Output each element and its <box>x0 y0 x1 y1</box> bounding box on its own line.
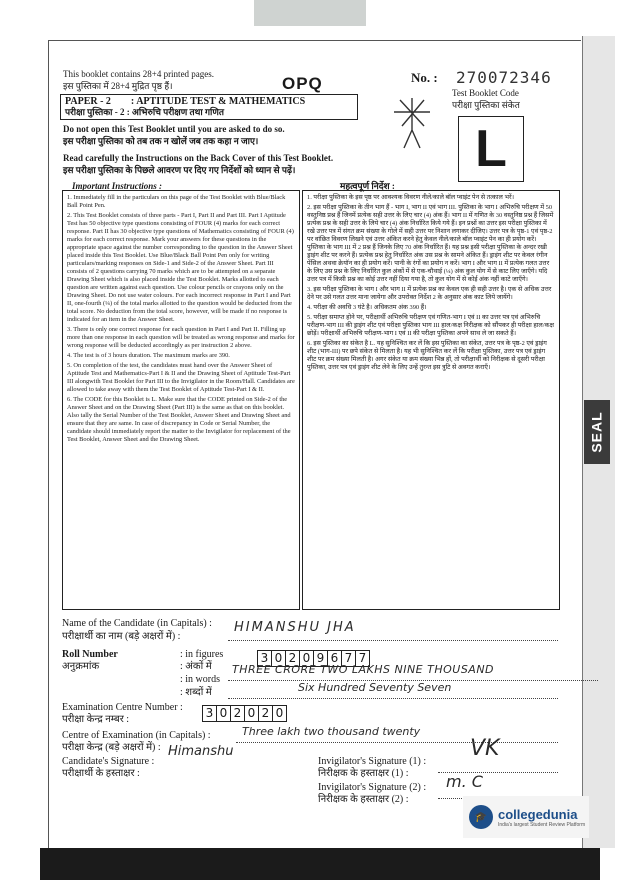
invigilator-2-label-en: Invigilator's Signature (2) : <box>318 782 427 793</box>
instruction-hi-3: 3. इस परीक्षा पुस्तिका के भाग I और भाग II में प्रत्येक प्रश्न का केवल एक ही सही उत्तर है। एक से अधिक उत्तर देने पर उसे गलत उत्तर माना जायेगा और उपरोक्त निर्देश 2 के अनुसार अंक काट लिये जायेंगे। <box>307 286 552 301</box>
roll-digit-box: 9 <box>313 650 328 667</box>
instruction-hi-6: 6. इस पुस्तिका का संकेत है L. यह सुनिश्चित कर लें कि इस पुस्तिका का संकेत, उत्तर पत्र के पृष्ठ-2 एवं ड्राइंग शीट (भाग-III) पर छपे संकेत से मिलता है। यह भी सुनिश्चित कर लें कि परीक्षा पुस्तिका, उत्तर पत्र एवं ड्राइंग शीट पर क्रम संख्या मिलती है। अगर संकेत या क्रम संख्या भिन्न हों, तो परीक्षार्थी को निरीक्षक से दूसरी परीक्षा पुस्तिका, उत्तर पत्र एवं ड्राइंग शीट लेने के लिए उन्हें तुरन्त इस त्रुटि से अवगत कराएँ। <box>307 340 547 371</box>
roll-words-field-line2[interactable] <box>228 681 558 699</box>
centre-digit-box: 2 <box>230 705 245 722</box>
instruction-en-2: 2. This Test Booklet consists of three parts - Part I, Part II and Part III. Part I Aptitude Test has 50 objective type questions consisting of FOUR (4) marks for each correct response. Part II has 30 objective type questions of Mathematics consisting of FOUR (4) marks for each correct response. Mark your answers for these questions in the appropriate space against the number corresponding to the question in the Answer Sheet placed inside this Test Booklet. Use Blue/Black Ball Point Pen only for writing particulars/marking responses on Side-1 and Side-2 of the Answer Sheet. Part III consists of 2 questions carrying 70 marks which are to be attempted on a separate Drawing Sheet which is also placed inside the Test Booklet. Marks allotted to each question are written against each question. Use colour pencils or crayons only on the Drawing Sheet. Do not use water colours. For each incorrect response in Part I and Part II, one-fourth (¼) of the total marks allotted to the question would be deducted from the total score. No deduction from the total score, however, will be made if no response is indicated for an item in the Answer Sheet. <box>67 212 294 323</box>
roll-words-value-line2: Six Hundred Seventy Seven <box>298 681 452 694</box>
instruction-hi-1: 1. परीक्षा पुस्तिका के इस पृष्ठ पर आवश्यक विवरण नीले/काले बॉल प्वाइंट पेन से तत्काल भरें। <box>307 194 515 201</box>
roll-words-value-line1: THREE CRORE TWO LAKHS NINE THOUSAND <box>232 663 495 676</box>
centre-digit-box: 2 <box>258 705 273 722</box>
centre-digit-box: 0 <box>244 705 259 722</box>
instruction-en-4: 4. The test is of 3 hours duration. The maximum marks are 390. <box>67 352 230 359</box>
roll-digit-box: 0 <box>299 650 314 667</box>
exam-centre-label-en: Centre of Examination (in Capitals) : <box>62 730 211 741</box>
exam-centre-label-hi: परीक्षा केन्द्र (बड़े अक्षरों में) : <box>62 742 161 753</box>
read-instructions-en: Read carefully the Instructions on the Back Cover of this Test Booklet. <box>63 153 334 163</box>
centre-digit-box: 0 <box>272 705 287 722</box>
paper-title-box <box>60 94 358 120</box>
in-figures-label-en: : in figures <box>180 649 224 660</box>
exam-centre-number-label-en: Examination Centre Number : <box>62 702 183 713</box>
number-label: No. : <box>411 70 438 85</box>
printed-pages-en: This booklet contains 28+4 printed pages. <box>63 69 215 79</box>
invigilator-1-signature: VK <box>470 736 500 761</box>
instructions-english-box <box>62 190 300 610</box>
candidate-name-label-hi: परीक्षार्थी का नाम (बड़े अक्षरों में) : <box>62 631 181 642</box>
instruction-hi-2: 2. इस परीक्षा पुस्तिका के तीन भाग हैं - भाग I, भाग II एवं भाग III. पुस्तिका के भाग I अभिरुचि परीक्षण में 50 वस्तुनिष्ठ प्रश्न हैं जिनमें प्रत्येक सही उत्तर के लिए चार (4) अंक हैं। भाग II में गणित के 30 वस्तुनिष्ठ प्रश्न हैं जिसमें प्रत्येक प्रश्न के सही उत्तर के लिये चार (4) अंक निर्धारित किये गये हैं। इन प्रश्नों का उत्तर इस परीक्षा पुस्तिका में रखे उत्तर पत्र में संगत क्रम संख्या के गोले में सही उत्तर पर निशान लगाकर दीजिए। उत्तर पत्र के पृष्ठ-1 एवं पृष्ठ-2 पर वांछित विवरण लिखने एवं उत्तर अंकित करने हेतु केवल नीले/काले बॉल प्वाइंट पेन का ही प्रयोग करें। पुस्तिका के भाग III में 2 प्रश्न हैं जिनके लिए 70 अंक निर्धारित हैं। यह प्रश्न इसी परीक्षा पुस्तिका के अन्दर रखी ड्राइंग शीट पर करने हैं। प्रत्येक प्रश्न हेतु निर्धारित अंक उस प्रश्न के सामने अंकित हैं। ड्राइंग शीट पर केवल रंगीन पेंसिल अथवा क्रेयॉन का ही प्रयोग करें। पानी के रंगों का प्रयोग न करें। भाग I और भाग II में प्रत्येक गलत उत्तर के लिए उस प्रश्न के लिए निर्धारित कुल अंकों में से एक-चौथाई (¼) अंक कुल योग में से काट लिए जाएँगे। यदि उत्तर पत्र में किसी प्रश्न का कोई उत्तर नहीं दिया गया है, तो कुल योग में से कोई अंक नहीं काटे जाएँगे। <box>307 204 554 283</box>
paper-title-en: PAPER - 2 : APTITUDE TEST & MATHEMATICS <box>65 96 306 107</box>
candidate-name-field[interactable] <box>228 620 558 641</box>
centre-digit-box: 3 <box>202 705 217 722</box>
instruction-en-5: 5. On completion of the test, the candidates must hand over the Answer Sheet of Aptitude Test and Mathematics-Part I & II and the Drawing Sheet of Aptitude Test-Part III alongwith Test Booklet for Part III to the Invigilator in the Room/Hall. Candidates are allowed to take away with them the Test Booklet of Aptitude Test-Part I & II. <box>67 362 295 393</box>
centre-digit-box: 0 <box>216 705 231 722</box>
roll-digit-box: 7 <box>355 650 370 667</box>
series-code: OPQ <box>282 74 323 93</box>
do-not-open-hi: इस परीक्षा पुस्तिका को तब तक न खोलें जब तक कहा न जाए। <box>63 136 259 146</box>
top-tab-strip <box>254 0 366 26</box>
invigilator-1-label-en: Invigilator's Signature (1) : <box>318 756 427 767</box>
instruction-en-1: 1. Immediately fill in the particulars on this page of the Test Booklet with Blue/Black Ball Point Pen. <box>67 194 286 209</box>
important-instructions-heading-hi: महत्वपूर्ण निर्देश : <box>340 181 395 191</box>
instruction-en-6: 6. The CODE for this Booklet is L. Make sure that the CODE printed on Side-2 of the Answer Sheet and on the Drawing Sheet (Part III) is the same as that on this booklet. Also tally the Serial Number of the Test Booklet, Answer Sheet and Drawing Sheet and ensure that they are same. In case of discrepancy in Code or Serial Number, the candidate should immediately report the matter to the Invigilator for replacement of the Test Booklet, Answer Sheet and the Drawing Sheet. <box>67 396 291 443</box>
candidate-signature-label-hi: परीक्षार्थी के हस्ताक्षर : <box>62 768 140 779</box>
seal-label: SEAL <box>589 411 605 453</box>
roll-digit-box: 2 <box>285 650 300 667</box>
booklet-serial-number: 270072346 <box>456 68 552 87</box>
instruction-en-3: 3. There is only one correct response for each question in Part I and Part II. Filling up more than one response in each question will be treated as wrong response and marks for wrong response will be deducted accordingly as per instruction 2 above. <box>67 326 295 349</box>
exam-centre-number-label-hi: परीक्षा केन्द्र नम्बर : <box>62 714 130 725</box>
ink-stamp-mark <box>382 90 442 154</box>
roll-digit-box: 7 <box>341 650 356 667</box>
roll-digit-box: 6 <box>327 650 342 667</box>
instructions-hindi-box <box>302 190 560 610</box>
booklet-code-box <box>458 116 524 182</box>
test-booklet-code-label-hi: परीक्षा पुस्तिका संकेत <box>452 100 520 110</box>
paper-title-hi: परीक्षा पुस्तिका - 2 : अभिरुचि परीक्षण तथा गणित <box>65 107 225 117</box>
roll-digit-box: 0 <box>271 650 286 667</box>
instruction-hi-5: 5. परीक्षा समाप्त होने पर, परीक्षार्थी अभिरुचि परीक्षण एवं गणित-भाग I एवं II का उत्तर पत्र एवं अभिरुचि परीक्षण-भाग III की ड्राइंग शीट एवं परीक्षा पुस्तिका भाग III हाल/कक्ष निरीक्षक को सौंपकर ही परीक्षा हाल/कक्ष छोड़ें। परीक्षार्थी अभिरुचि परीक्षण-भाग I एवं II की परीक्षा पुस्तिका अपने साथ ले जा सकते हैं। <box>307 314 554 337</box>
watermark-brand: collegedunia <box>498 806 578 822</box>
candidate-signature-label-en: Candidate's Signature : <box>62 756 155 767</box>
centre-number-boxes[interactable] <box>202 705 286 722</box>
seal-tab <box>584 400 610 464</box>
test-booklet-code-label-en: Test Booklet Code <box>452 88 519 98</box>
booklet-code-letter: L <box>475 120 507 178</box>
roll-digit-box: 3 <box>257 650 272 667</box>
graduate-cap-icon: 🎓 <box>469 805 493 829</box>
exam-centre-value: Three lakh two thousand twenty <box>242 725 421 738</box>
bottom-black-bar <box>40 848 600 880</box>
watermark-tagline: India's largest Student Review Platform <box>498 821 586 828</box>
printed-pages-hi: इस पुस्तिका में 28+4 मुद्रित पृष्ठ हैं। <box>63 81 173 91</box>
roll-number-label-en: Roll Number <box>62 649 118 660</box>
candidate-signature: Himanshu <box>168 744 234 759</box>
important-instructions-heading: Important Instructions : <box>72 181 163 191</box>
read-instructions-hi: इस परीक्षा पुस्तिका के पिछले आवरण पर दिए गए निर्देशों को ध्यान से पढ़ें। <box>63 165 296 175</box>
in-figures-label-hi: : अंकों में <box>180 661 212 672</box>
do-not-open-en: Do not open this Test Booklet until you are asked to do so. <box>63 124 285 134</box>
candidate-name-label-en: Name of the Candidate (in Capitals) : <box>62 618 212 629</box>
roll-words-field-line1[interactable] <box>228 663 598 681</box>
exam-centre-field[interactable] <box>236 725 558 743</box>
roll-number-label-hi: अनुक्रमांक <box>62 661 100 672</box>
in-words-label-en: : in words <box>180 674 220 685</box>
candidate-name-value: HIMANSHU JHA <box>234 620 356 635</box>
instruction-hi-4: 4. परीक्षा की अवधि 3 घंटे है। अधिकतम अंक 390 हैं। <box>307 304 427 311</box>
invigilator-2-signature: m. C <box>446 772 483 791</box>
in-words-label-hi: : शब्दों में <box>180 687 212 698</box>
invigilator-1-label-hi: निरीक्षक के हस्ताक्षर (1) : <box>318 768 409 779</box>
invigilator-2-label-hi: निरीक्षक के हस्ताक्षर (2) : <box>318 794 409 805</box>
collegedunia-watermark <box>463 796 589 838</box>
